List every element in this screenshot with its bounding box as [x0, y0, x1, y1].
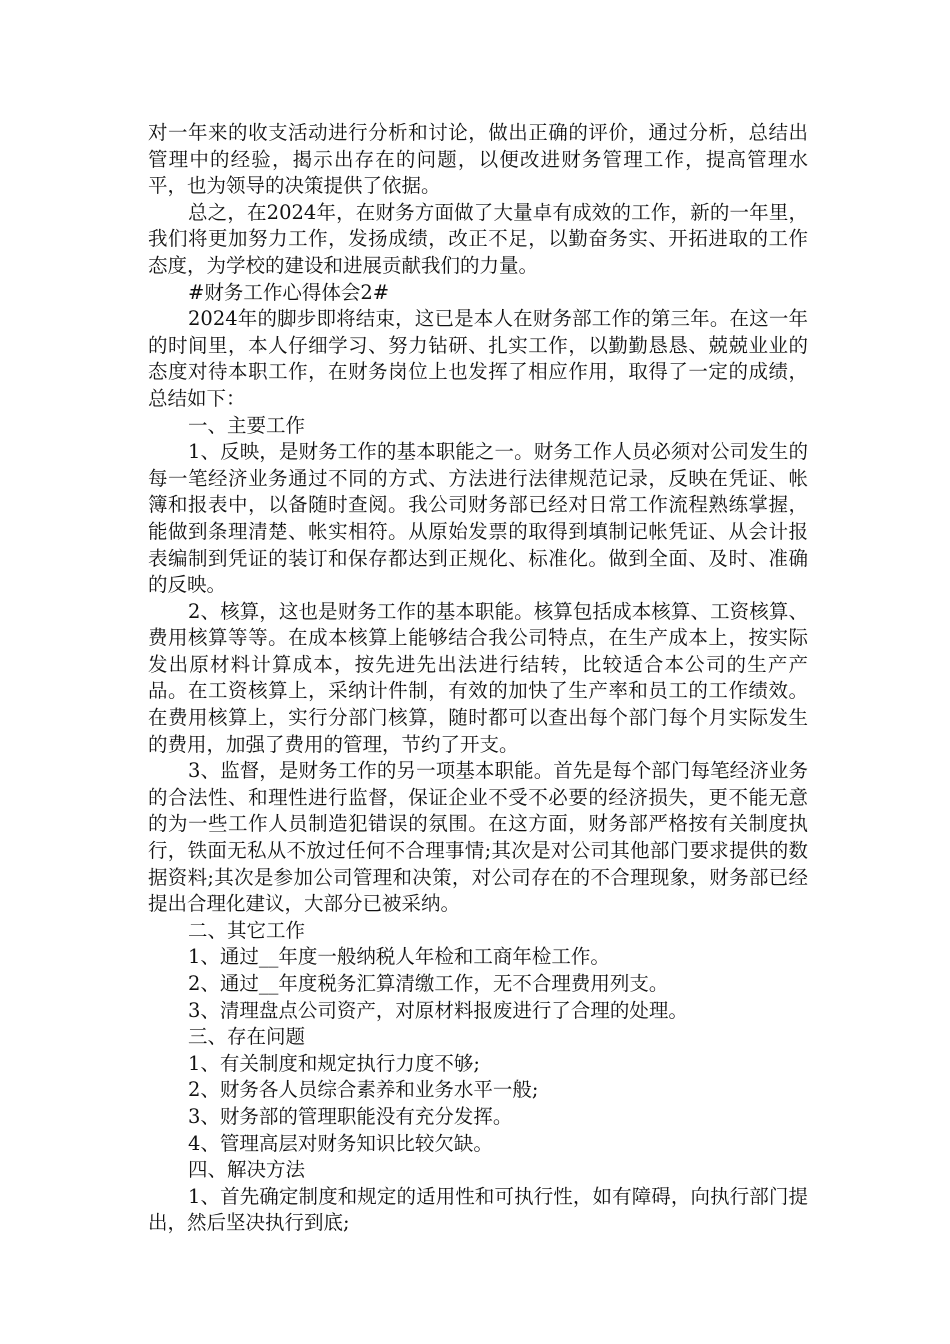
- list-item-solution-1: 1、首先确定制度和规定的适用性和可执行性，如有障碍，向执行部门提出，然后坚决执行到底;: [148, 1184, 808, 1235]
- heading-existing-problems: 三、存在问题: [188, 1025, 306, 1049]
- document-page: [148, 120, 808, 1237]
- list-item-other-1: 1、通过__年度一般纳税人年检和工商年检工作。: [188, 945, 610, 969]
- list-item-problem-3: 3、财务部的管理职能没有充分发挥。: [188, 1104, 513, 1128]
- list-item-other-2: 2、通过__年度税务汇算清缴工作，无不合理费用列支。: [188, 972, 669, 995]
- heading-solutions: 四、解决方法: [188, 1158, 306, 1182]
- section-heading-experience-2: #财务工作心得体会2#: [188, 280, 390, 304]
- list-item-problem-2: 2、财务各人员综合素养和业务水平一般;: [188, 1078, 539, 1102]
- list-item-other-3: 3、清理盘点公司资产，对原材料报废进行了合理的处理。: [188, 998, 688, 1022]
- paragraph-summary-2024: 总之，在2024年，在财务方面做了大量卓有成效的工作，新的一年里，我们将更加努力工作，发扬成绩，改正不足，以勤奋务实、开拓进取的工作态度，为学校的建设和进展贡献我们的力量。: [148, 200, 808, 277]
- list-item-problem-4: 4、管理高层对财务知识比较欠缺。: [188, 1131, 493, 1155]
- heading-other-work: 二、其它工作: [188, 918, 306, 942]
- paragraph-budget-analysis: 对一年来的收支活动进行分析和讨论，做出正确的评价，通过分析，总结出管理中的经验，揭示出存在的问题，以便改进财务管理工作，提高管理水平，也为领导的决策提供了依据。: [148, 121, 808, 198]
- paragraph-accounting: 2、核算，这也是财务工作的基本职能。核算包括成本核算、工资核算、费用核算等等。在成本核算上能够结合我公司特点，在生产成本上，按实际发出原材料计算成本，按先进先出法进行结转，比较适合本公司的生产产品。在工资核算上，采纳计件制，有效的加快了生产率和员工的工作绩效。在费用核算上，实行分部门核算，随时都可以查出每个部门每个月实际发生的费用，加强了费用的管理，节约了开支。: [148, 599, 808, 756]
- paragraph-reflect: 1、反映，是财务工作的基本职能之一。财务工作人员必须对公司发生的每一笔经济业务通过不同的方式、方法进行法律规范记录，反映在凭证、帐簿和报表中，以备随时查阅。我公司财务部已经对日常工作流程熟练掌握，能做到条理清楚、帐实相符。从原始发票的取得到填制记帐凭证、从会计报表编制到凭证的装订和保存都达到正规化、标准化。做到全面、及时、准确的反映。: [148, 440, 808, 597]
- heading-main-work: 一、主要工作: [188, 413, 306, 437]
- paragraph-supervision: 3、监督，是财务工作的另一项基本职能。首先是每个部门每笔经济业务的合法性、和理性进行监督，保证企业不受不必要的经济损失，更不能无意的为一些工作人员制造犯错误的氛围。在这方面，财务部严格按有关制度执行，铁面无私从不放过任何不合理事情;其次是对公司其他部门要求提供的数据资料;其次是参加公司管理和决策，对公司存在的不合理现象，财务部已经提出合理化建议，大部分已被采纳。: [148, 759, 808, 916]
- list-item-problem-1: 1、有关制度和规定执行力度不够;: [188, 1051, 480, 1075]
- paragraph-intro-third-year: 2024年的脚步即将结束，这已是本人在财务部工作的第三年。在这一年的时间里，本人仔细学习、努力钻研、扎实工作，以勤勤恳恳、兢兢业业的态度对待本职工作，在财务岗位上也发挥了相应作用，取得了一定的成绩，总结如下：: [148, 307, 808, 410]
